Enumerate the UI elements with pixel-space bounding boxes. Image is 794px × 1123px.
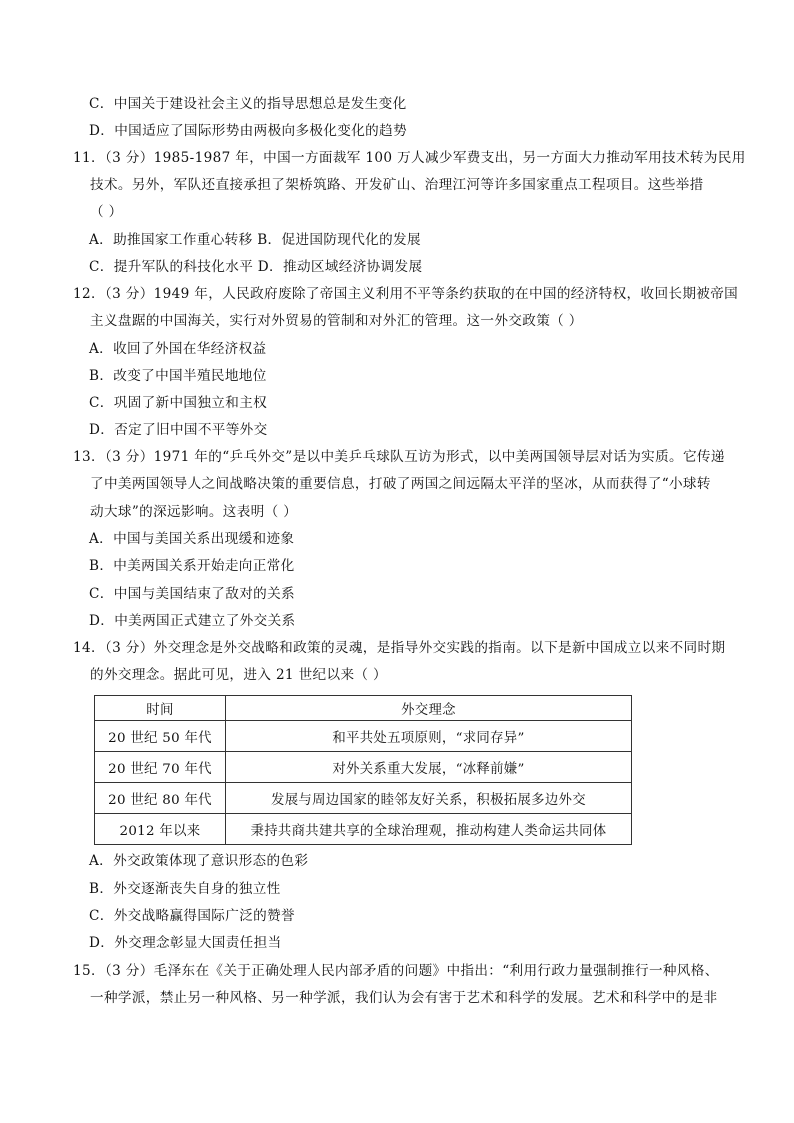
q11-options-ab: A．助推国家工作重心转移 B．促进国防现代化的发展 (89, 232, 421, 248)
q13-option-a: A．中国与美国关系出现缓和迹象 (89, 531, 295, 547)
table-cell-time: 20 世纪 80 年代 (95, 783, 226, 814)
q12-stem-line-2: 主义盘踞的中国海关，实行对外贸易的管制和对外汇的管理。这一外交政策（ ） (90, 313, 583, 329)
q13-stem-line-3: 动大球”的深远影响。这表明（ ） (90, 504, 298, 520)
q11-stem-line-2: 技术。另外，军队还直接承担了架桥筑路、开发矿山、治理江河等许多国家重点工程项目。这些举措 (90, 177, 704, 193)
q11-options-cd: C．提升军队的科技化水平 D．推动区域经济协调发展 (89, 259, 423, 275)
q13-option-d: D．中美两国正式建立了外交关系 (89, 613, 296, 629)
q13-stem-line-1: 13．（3 分）1971 年的“乒乓外交”是以中美乒乓球队互访为形式，以中美两国领导层对话为实质。它传递 (73, 449, 725, 465)
q13-option-b: B．中美两国关系开始走向正常化 (89, 558, 295, 574)
q12-option-b: B．改变了中国半殖民地地位 (89, 368, 267, 384)
q14-option-b: B．外交逐渐丧失自身的独立性 (89, 881, 281, 897)
q14-option-c: C．外交战略赢得国际广泛的赞誉 (89, 908, 295, 924)
table-header-idea: 外交理念 (226, 696, 632, 721)
q12-option-d: D．否定了旧中国不平等外交 (89, 422, 268, 438)
table-row (95, 752, 632, 783)
q14-stem-line-1: 14．（3 分）外交理念是外交战略和政策的灵魂，是指导外交实践的指南。以下是新中国成立以来不同时期 (73, 640, 726, 656)
table-cell-time: 20 世纪 70 年代 (95, 752, 226, 783)
table-header-time: 时间 (95, 696, 226, 721)
table-cell-idea: 发展与周边国家的睦邻友好关系，积极拓展多边外交 (226, 783, 632, 814)
table-cell-idea: 对外关系重大发展，“冰释前嫌” (226, 752, 632, 783)
q11-stem-line-1: 11．（3 分）1985-1987 年，中国一方面裁军 100 万人减少军费支出，另一方面大力推动军用技术转为民用 (73, 150, 746, 166)
q15-stem-line-1: 15．（3 分）毛泽东在《关于正确处理人民内部矛盾的问题》中指出：“利用行政力量强制推行一种风格、 (73, 963, 719, 979)
table-cell-time: 2012 年以来 (95, 814, 226, 845)
q10-option-c: C．中国关于建设社会主义的指导思想总是发生变化 (89, 96, 407, 112)
q15-stem-line-2: 一种学派，禁止另一种风格、另一种学派，我们认为会有害于艺术和科学的发展。艺术和科学中的是非 (90, 990, 718, 1006)
q13-option-c: C．中国与美国结束了敌对的关系 (89, 586, 295, 602)
q11-answer-blank: （ ） (90, 204, 123, 220)
table-row (95, 783, 632, 814)
table-cell-idea: 和平共处五项原则，“求同存异” (226, 721, 632, 752)
q12-option-a: A．收回了外国在华经济权益 (89, 341, 267, 357)
table-row (95, 721, 632, 752)
q13-stem-line-2: 了中美两国领导人之间战略决策的重要信息，打破了两国之间远隔太平洋的坚冰，从而获得了“小球转 (90, 476, 711, 492)
q12-option-c: C．巩固了新中国独立和主权 (89, 395, 268, 411)
diplomatic-ideas-table (94, 695, 632, 845)
q10-option-d: D．中国适应了国际形势由两极向多极化变化的趋势 (89, 123, 408, 139)
table-row (95, 814, 632, 845)
q14-stem-line-2: 的外交理念。据此可见，进入 21 世纪以来（ ） (90, 667, 387, 683)
table-cell-idea: 秉持共商共建共享的全球治理观，推动构建人类命运共同体 (226, 814, 632, 845)
table-header-row (95, 696, 632, 721)
q12-stem-line-1: 12．（3 分）1949 年，人民政府废除了帝国主义利用不平等条约获取的在中国的经济特权，收回长期被帝国 (73, 286, 739, 302)
q14-option-a: A．外交政策体现了意识形态的色彩 (89, 853, 309, 869)
table-cell-time: 20 世纪 50 年代 (95, 721, 226, 752)
q14-option-d: D．外交理念彰显大国责任担当 (89, 935, 282, 951)
